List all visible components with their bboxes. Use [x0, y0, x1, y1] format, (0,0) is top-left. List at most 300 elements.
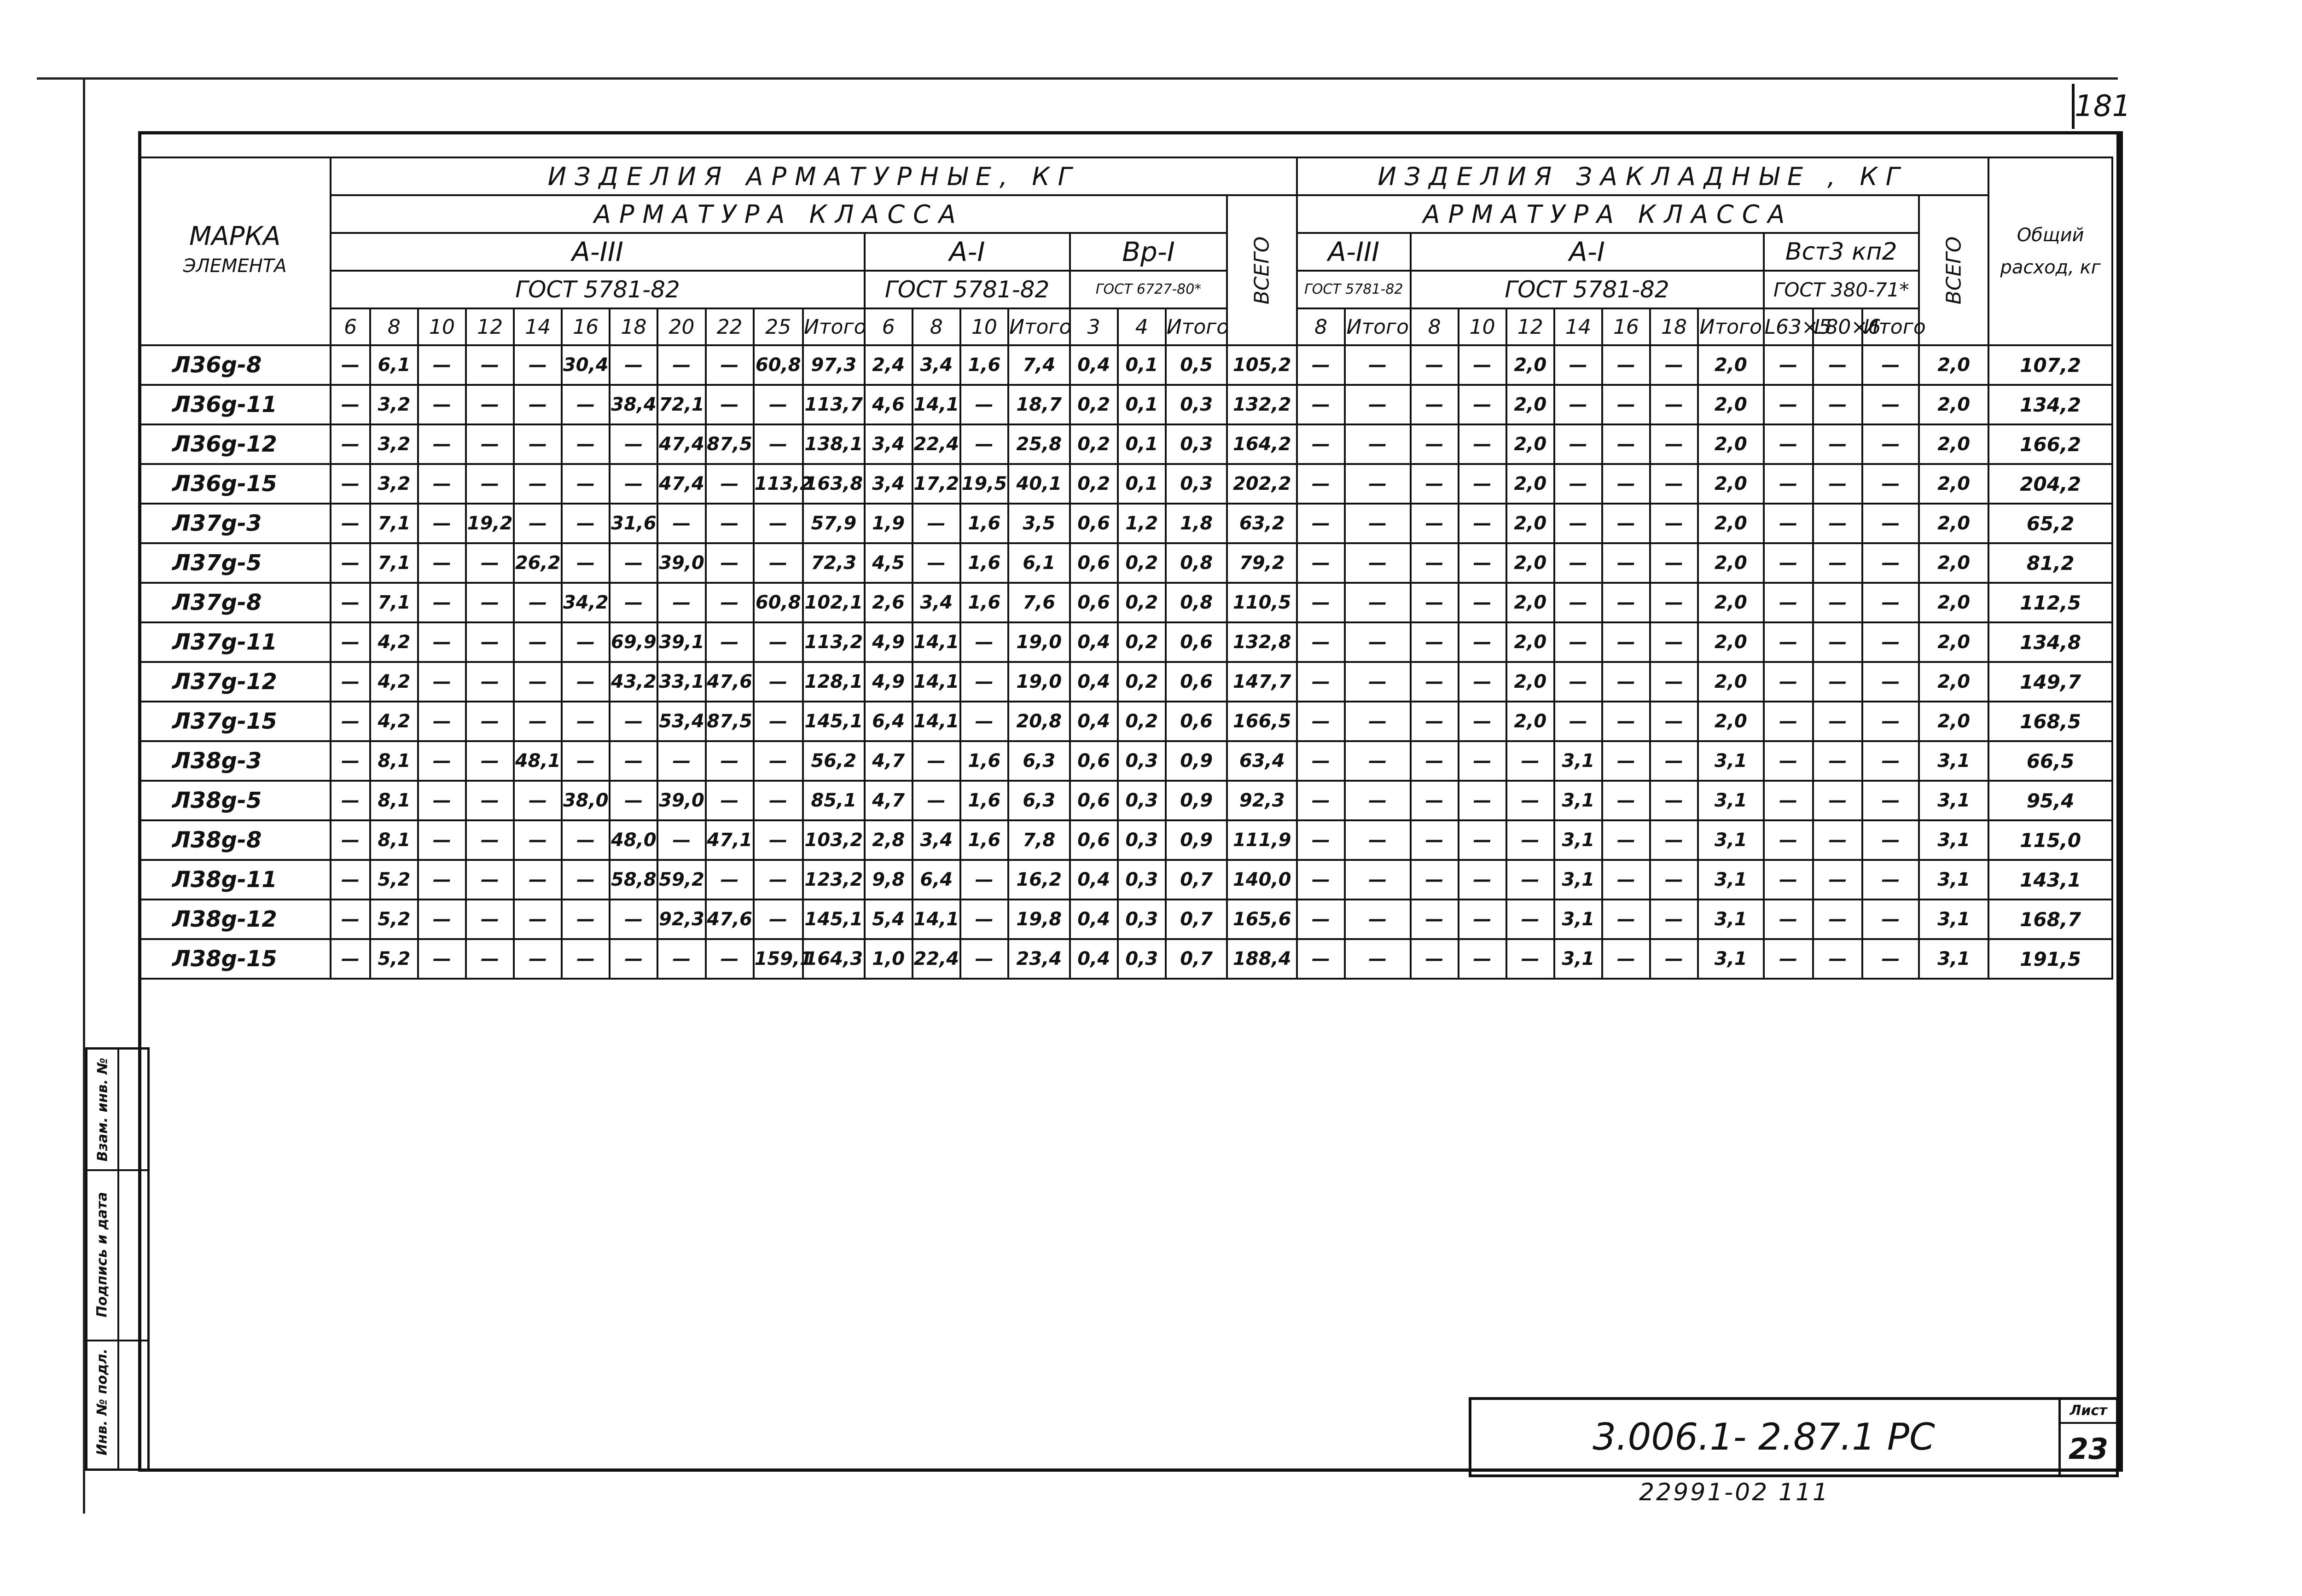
table-cell: —	[1650, 424, 1698, 464]
table-cell: 14,1	[913, 702, 960, 741]
table-cell: 26,2	[514, 543, 562, 583]
table-cell: 57,9	[803, 504, 865, 543]
element-mark: Л38g-15	[139, 939, 331, 979]
table-cell: 3,1	[1698, 820, 1763, 860]
table-cell: —	[562, 860, 610, 900]
table-cell: 113,2	[803, 622, 865, 662]
table-cell: 3,2	[370, 424, 418, 464]
table-cell: —	[1764, 939, 1813, 979]
table-cell: 1,0	[865, 939, 913, 979]
table-cell: 0,6	[1070, 543, 1118, 583]
table-row	[139, 424, 2112, 464]
table-cell: 5,2	[370, 860, 418, 900]
table-cell: —	[514, 781, 562, 820]
table-cell: 1,6	[960, 345, 1008, 385]
table-cell: —	[754, 543, 803, 583]
table-cell: 4,2	[370, 702, 418, 741]
table-cell: —	[610, 702, 657, 741]
table-cell: —	[1345, 424, 1410, 464]
table-cell: —	[1411, 860, 1459, 900]
table-cell: —	[331, 860, 370, 900]
table-cell: —	[418, 543, 466, 583]
table-cell: 2,0	[1919, 345, 1988, 385]
table-cell: —	[1764, 741, 1813, 781]
table-cell: 0,1	[1118, 385, 1166, 424]
table-cell: 2,0	[1506, 702, 1554, 741]
table-cell: —	[1506, 820, 1554, 860]
table-cell: 3,1	[1919, 900, 1988, 939]
table-cell: 87,5	[706, 424, 754, 464]
table-cell: 110,5	[1227, 583, 1297, 622]
table-cell: 0,6	[1070, 583, 1118, 622]
table-cell: —	[1602, 345, 1650, 385]
element-mark: Л36g-11	[139, 385, 331, 424]
arm-aiii-col-header-7: 20	[657, 308, 705, 345]
table-cell: —	[754, 741, 803, 781]
arm-aiii-col-header-4: 14	[514, 308, 562, 345]
element-mark: Л38g-8	[139, 820, 331, 860]
table-cell: —	[1506, 900, 1554, 939]
table-cell: —	[562, 504, 610, 543]
table-cell: —	[331, 385, 370, 424]
sheet-top-edge	[37, 77, 2118, 80]
table-cell: —	[418, 345, 466, 385]
table-cell: —	[1602, 781, 1650, 820]
total-consumption-cell: 134,8	[1988, 622, 2112, 662]
specification-table	[138, 157, 2113, 1478]
table-cell: 0,3	[1118, 860, 1166, 900]
table-cell: —	[466, 939, 514, 979]
table-cell: —	[657, 345, 705, 385]
table-cell: 2,0	[1506, 424, 1554, 464]
table-cell: —	[1862, 702, 1919, 741]
total-consumption-cell: 107,2	[1988, 345, 2112, 385]
table-cell: —	[1411, 583, 1459, 622]
table-cell: 0,7	[1166, 939, 1227, 979]
table-cell: —	[466, 820, 514, 860]
table-cell: 3,1	[1698, 900, 1763, 939]
table-cell: —	[1813, 543, 1862, 583]
table-cell: —	[1813, 900, 1862, 939]
table-cell: —	[1764, 424, 1813, 464]
table-cell: —	[466, 543, 514, 583]
table-cell: —	[1554, 385, 1602, 424]
table-cell: —	[706, 464, 754, 504]
table-cell: —	[1602, 939, 1650, 979]
total-consumption-cell: 191,5	[1988, 939, 2112, 979]
table-cell: —	[706, 543, 754, 583]
table-cell: —	[1459, 464, 1506, 504]
table-cell: —	[514, 900, 562, 939]
table-cell: —	[1764, 702, 1813, 741]
table-cell: 140,0	[1227, 860, 1297, 900]
table-cell: 4,6	[865, 385, 913, 424]
table-cell: —	[1411, 504, 1459, 543]
table-cell: —	[331, 662, 370, 702]
table-cell: 2,0	[1919, 622, 1988, 662]
table-cell: —	[1862, 662, 1919, 702]
table-cell: —	[610, 781, 657, 820]
table-cell: —	[754, 385, 803, 424]
element-mark: Л36g-12	[139, 424, 331, 464]
table-cell: 43,2	[610, 662, 657, 702]
table-cell: —	[1650, 820, 1698, 860]
table-cell: 0,4	[1070, 860, 1118, 900]
stamp-replacement-text: Взам. инв. №	[94, 1057, 111, 1161]
table-row	[139, 504, 2112, 543]
table-cell: 14,1	[913, 385, 960, 424]
table-cell: 2,0	[1919, 385, 1988, 424]
element-mark: Л36g-8	[139, 345, 331, 385]
table-cell: —	[1650, 702, 1698, 741]
total-consumption-cell: 143,1	[1988, 860, 2112, 900]
table-cell: —	[1297, 939, 1345, 979]
table-cell: 6,1	[1008, 543, 1070, 583]
table-cell: 0,4	[1070, 662, 1118, 702]
table-cell: 0,2	[1118, 583, 1166, 622]
table-cell: 2,0	[1698, 385, 1763, 424]
table-cell: —	[1862, 583, 1919, 622]
table-cell: —	[1862, 504, 1919, 543]
total-consumption-cell: 81,2	[1988, 543, 2112, 583]
table-cell: —	[1345, 781, 1410, 820]
table-cell: —	[1650, 662, 1698, 702]
table-cell: 47,6	[706, 900, 754, 939]
emb-class-vst-header: Вст3 кп2	[1764, 233, 1919, 271]
table-cell: —	[1459, 622, 1506, 662]
table-row	[139, 741, 2112, 781]
table-cell: 0,5	[1166, 345, 1227, 385]
table-cell: —	[610, 464, 657, 504]
table-cell: 3,1	[1698, 781, 1763, 820]
element-mark: Л37g-3	[139, 504, 331, 543]
table-cell: —	[562, 939, 610, 979]
table-cell: 0,9	[1166, 741, 1227, 781]
table-cell: —	[706, 622, 754, 662]
table-cell: —	[331, 741, 370, 781]
table-cell: 7,1	[370, 543, 418, 583]
table-cell: —	[466, 385, 514, 424]
armature-class-header: АРМАТУРА КЛАССА	[331, 195, 1227, 233]
embedded-products-header: ИЗДЕЛИЯ ЗАКЛАДНЫЕ , КГ	[1297, 157, 1988, 195]
table-cell: —	[1345, 622, 1410, 662]
table-cell: —	[754, 424, 803, 464]
table-cell: —	[1345, 464, 1410, 504]
table-cell: 3,2	[370, 385, 418, 424]
table-cell: —	[1297, 424, 1345, 464]
table-cell: 19,2	[466, 504, 514, 543]
table-cell: 2,0	[1698, 702, 1763, 741]
table-cell: —	[913, 741, 960, 781]
table-cell: —	[418, 939, 466, 979]
table-row	[139, 622, 2112, 662]
table-cell: —	[331, 583, 370, 622]
table-cell: 0,4	[1070, 939, 1118, 979]
diameter-header-row	[139, 308, 2112, 345]
table-cell: 3,2	[370, 464, 418, 504]
table-cell: 1,6	[960, 504, 1008, 543]
table-cell: —	[1764, 543, 1813, 583]
table-cell: —	[1297, 385, 1345, 424]
table-cell: —	[418, 583, 466, 622]
table-cell: 6,4	[865, 702, 913, 741]
table-cell: 0,7	[1166, 900, 1227, 939]
table-cell: 0,1	[1118, 424, 1166, 464]
table-cell: —	[1411, 741, 1459, 781]
table-cell: 5,2	[370, 900, 418, 939]
table-cell: 138,1	[803, 424, 865, 464]
table-cell: 2,0	[1919, 464, 1988, 504]
table-cell: 25,8	[1008, 424, 1070, 464]
table-cell: —	[960, 424, 1008, 464]
table-cell: 3,1	[1919, 781, 1988, 820]
table-cell: —	[1862, 900, 1919, 939]
table-cell: —	[514, 464, 562, 504]
arm-aiii-col-header-3: 12	[466, 308, 514, 345]
table-cell: —	[514, 385, 562, 424]
total-consumption-cell: 95,4	[1988, 781, 2112, 820]
table-cell: 87,5	[706, 702, 754, 741]
table-cell: 19,0	[1008, 662, 1070, 702]
table-cell: —	[1650, 504, 1698, 543]
table-cell: —	[1297, 345, 1345, 385]
table-cell: —	[1459, 385, 1506, 424]
sheet-label: Лист	[2061, 1400, 2116, 1424]
table-cell: 0,2	[1070, 424, 1118, 464]
table-cell: —	[1650, 385, 1698, 424]
table-cell: 3,4	[913, 345, 960, 385]
table-cell: 92,3	[1227, 781, 1297, 820]
table-cell: —	[1813, 781, 1862, 820]
table-cell: 4,2	[370, 662, 418, 702]
emb-vst-col-header-1: L80×6	[1813, 308, 1862, 345]
table-cell: 0,2	[1118, 702, 1166, 741]
table-cell: 39,1	[657, 622, 705, 662]
table-cell: 79,2	[1227, 543, 1297, 583]
table-cell: —	[706, 385, 754, 424]
table-cell: 69,9	[610, 622, 657, 662]
table-cell: —	[610, 939, 657, 979]
table-cell: 2,0	[1919, 702, 1988, 741]
element-mark: Л37g-12	[139, 662, 331, 702]
table-cell: 0,1	[1118, 345, 1166, 385]
table-cell: 0,6	[1070, 820, 1118, 860]
table-cell: —	[754, 900, 803, 939]
embedded-total-header	[1919, 195, 1988, 345]
table-cell: —	[610, 741, 657, 781]
stamp-inventory-text: Инв. № подл.	[94, 1348, 111, 1456]
table-cell: —	[1411, 820, 1459, 860]
table-cell: 0,6	[1070, 741, 1118, 781]
table-cell: 2,0	[1698, 583, 1763, 622]
table-cell: 0,6	[1070, 781, 1118, 820]
table-cell: —	[1411, 464, 1459, 504]
table-cell: 6,4	[913, 860, 960, 900]
table-cell: —	[754, 504, 803, 543]
table-cell: 85,1	[803, 781, 865, 820]
table-cell: —	[466, 781, 514, 820]
table-cell: —	[1411, 424, 1459, 464]
table-row	[139, 543, 2112, 583]
table-cell: —	[657, 939, 705, 979]
emb-ai-col-header-5: 18	[1650, 308, 1698, 345]
table-cell: 2,0	[1698, 622, 1763, 662]
table-cell: —	[1862, 939, 1919, 979]
table-cell: —	[1602, 622, 1650, 662]
table-cell: 3,1	[1698, 939, 1763, 979]
table-cell: 60,8	[754, 345, 803, 385]
table-cell: —	[913, 543, 960, 583]
table-cell: —	[1862, 464, 1919, 504]
table-cell: —	[1813, 345, 1862, 385]
arm-aiii-col-header-0: 6	[331, 308, 370, 345]
table-cell: —	[466, 662, 514, 702]
emb-vst-col-header-0: L63×5	[1764, 308, 1813, 345]
emb-ai-col-header-0: 8	[1411, 308, 1459, 345]
table-cell: —	[754, 820, 803, 860]
table-cell: —	[1506, 939, 1554, 979]
table-cell: 2,0	[1506, 504, 1554, 543]
table-cell: —	[1345, 939, 1410, 979]
table-cell: 128,1	[803, 662, 865, 702]
table-cell: 0,7	[1166, 860, 1227, 900]
table-cell: —	[1345, 702, 1410, 741]
emb-gost-5781-header: ГОСТ 5781-82	[1297, 271, 1411, 308]
table-cell: 2,0	[1506, 385, 1554, 424]
table-cell: 19,8	[1008, 900, 1070, 939]
table-cell: —	[1650, 900, 1698, 939]
table-cell: —	[1411, 781, 1459, 820]
table-cell: 2,0	[1698, 662, 1763, 702]
table-cell: 5,2	[370, 939, 418, 979]
table-cell: 2,0	[1698, 543, 1763, 583]
table-cell: 47,4	[657, 424, 705, 464]
table-cell: —	[1813, 741, 1862, 781]
table-cell: —	[514, 504, 562, 543]
table-cell: —	[1650, 622, 1698, 662]
table-cell: —	[1650, 464, 1698, 504]
table-cell: —	[562, 741, 610, 781]
element-mark: Л37g-5	[139, 543, 331, 583]
table-cell: —	[331, 464, 370, 504]
table-cell: —	[1297, 820, 1345, 860]
table-cell: —	[1813, 464, 1862, 504]
table-cell: —	[1764, 583, 1813, 622]
table-cell: —	[1554, 464, 1602, 504]
table-cell: 3,1	[1554, 900, 1602, 939]
table-cell: 147,7	[1227, 662, 1297, 702]
table-cell: —	[514, 702, 562, 741]
table-cell: 132,2	[1227, 385, 1297, 424]
table-cell: —	[1813, 702, 1862, 741]
gost-5781-ai-header: ГОСТ 5781-82	[865, 271, 1070, 308]
table-cell: 6,1	[370, 345, 418, 385]
table-cell: 3,4	[913, 583, 960, 622]
table-cell: —	[1297, 702, 1345, 741]
table-cell: 58,8	[610, 860, 657, 900]
table-cell: 3,1	[1698, 860, 1763, 900]
table-cell: —	[1764, 900, 1813, 939]
emb-ai-col-header-1: 10	[1459, 308, 1506, 345]
table-cell: —	[1764, 820, 1813, 860]
gost-5781-header: ГОСТ 5781-82	[331, 271, 864, 308]
table-cell: —	[1345, 504, 1410, 543]
table-cell: 3,1	[1554, 939, 1602, 979]
table-cell: —	[1297, 781, 1345, 820]
table-cell: —	[610, 900, 657, 939]
table-cell: —	[1345, 860, 1410, 900]
table-cell: —	[1459, 543, 1506, 583]
table-cell: 2,0	[1919, 543, 1988, 583]
table-cell: —	[1459, 939, 1506, 979]
table-cell: 47,6	[706, 662, 754, 702]
table-cell: —	[754, 860, 803, 900]
table-cell: —	[1459, 781, 1506, 820]
table-cell: —	[1650, 583, 1698, 622]
table-cell: 3,1	[1919, 741, 1988, 781]
table-cell: —	[1345, 345, 1410, 385]
table-row	[139, 781, 2112, 820]
table-cell: —	[913, 781, 960, 820]
table-cell: —	[1411, 939, 1459, 979]
armature-total-label: ВСЕГО	[1250, 236, 1274, 304]
class-ai-header: А-I	[865, 233, 1070, 271]
table-cell: —	[1411, 543, 1459, 583]
arm-aiii-col-header-8: 22	[706, 308, 754, 345]
emb-aiii-col-header-0: 8	[1297, 308, 1345, 345]
table-cell: —	[1602, 860, 1650, 900]
arm-aiii-col-header-2: 10	[418, 308, 466, 345]
emb-class-aiii-header: А-III	[1297, 233, 1411, 271]
table-cell: —	[706, 345, 754, 385]
table-cell: 164,2	[1227, 424, 1297, 464]
table-cell: 105,2	[1227, 345, 1297, 385]
total-consumption-cell: 168,7	[1988, 900, 2112, 939]
arm-bpi-col-header-0: 3	[1070, 308, 1118, 345]
table-cell: —	[1554, 622, 1602, 662]
table-cell: —	[1345, 820, 1410, 860]
table-cell: 3,4	[913, 820, 960, 860]
table-cell: —	[1506, 860, 1554, 900]
sheet-number: 23	[2068, 1432, 2109, 1466]
table-cell: 0,3	[1118, 820, 1166, 860]
table-cell: —	[1813, 860, 1862, 900]
table-cell: 145,1	[803, 702, 865, 741]
table-cell: —	[331, 543, 370, 583]
table-cell: 17,2	[913, 464, 960, 504]
table-cell: 2,0	[1506, 622, 1554, 662]
table-cell: 2,0	[1698, 424, 1763, 464]
table-cell: —	[418, 424, 466, 464]
total-consumption-cell: 112,5	[1988, 583, 2112, 622]
table-cell: 2,0	[1698, 504, 1763, 543]
table-cell: —	[1297, 504, 1345, 543]
table-cell: 2,6	[865, 583, 913, 622]
table-cell: 72,3	[803, 543, 865, 583]
table-cell: —	[1650, 543, 1698, 583]
table-cell: 97,3	[803, 345, 865, 385]
table-cell: —	[1602, 662, 1650, 702]
table-cell: —	[418, 741, 466, 781]
table-cell: —	[562, 424, 610, 464]
table-cell: —	[1297, 543, 1345, 583]
table-cell: 113,7	[803, 385, 865, 424]
table-cell: —	[1650, 345, 1698, 385]
table-cell: 2,0	[1919, 424, 1988, 464]
element-mark: Л36g-15	[139, 464, 331, 504]
table-cell: —	[466, 583, 514, 622]
table-cell: —	[466, 741, 514, 781]
